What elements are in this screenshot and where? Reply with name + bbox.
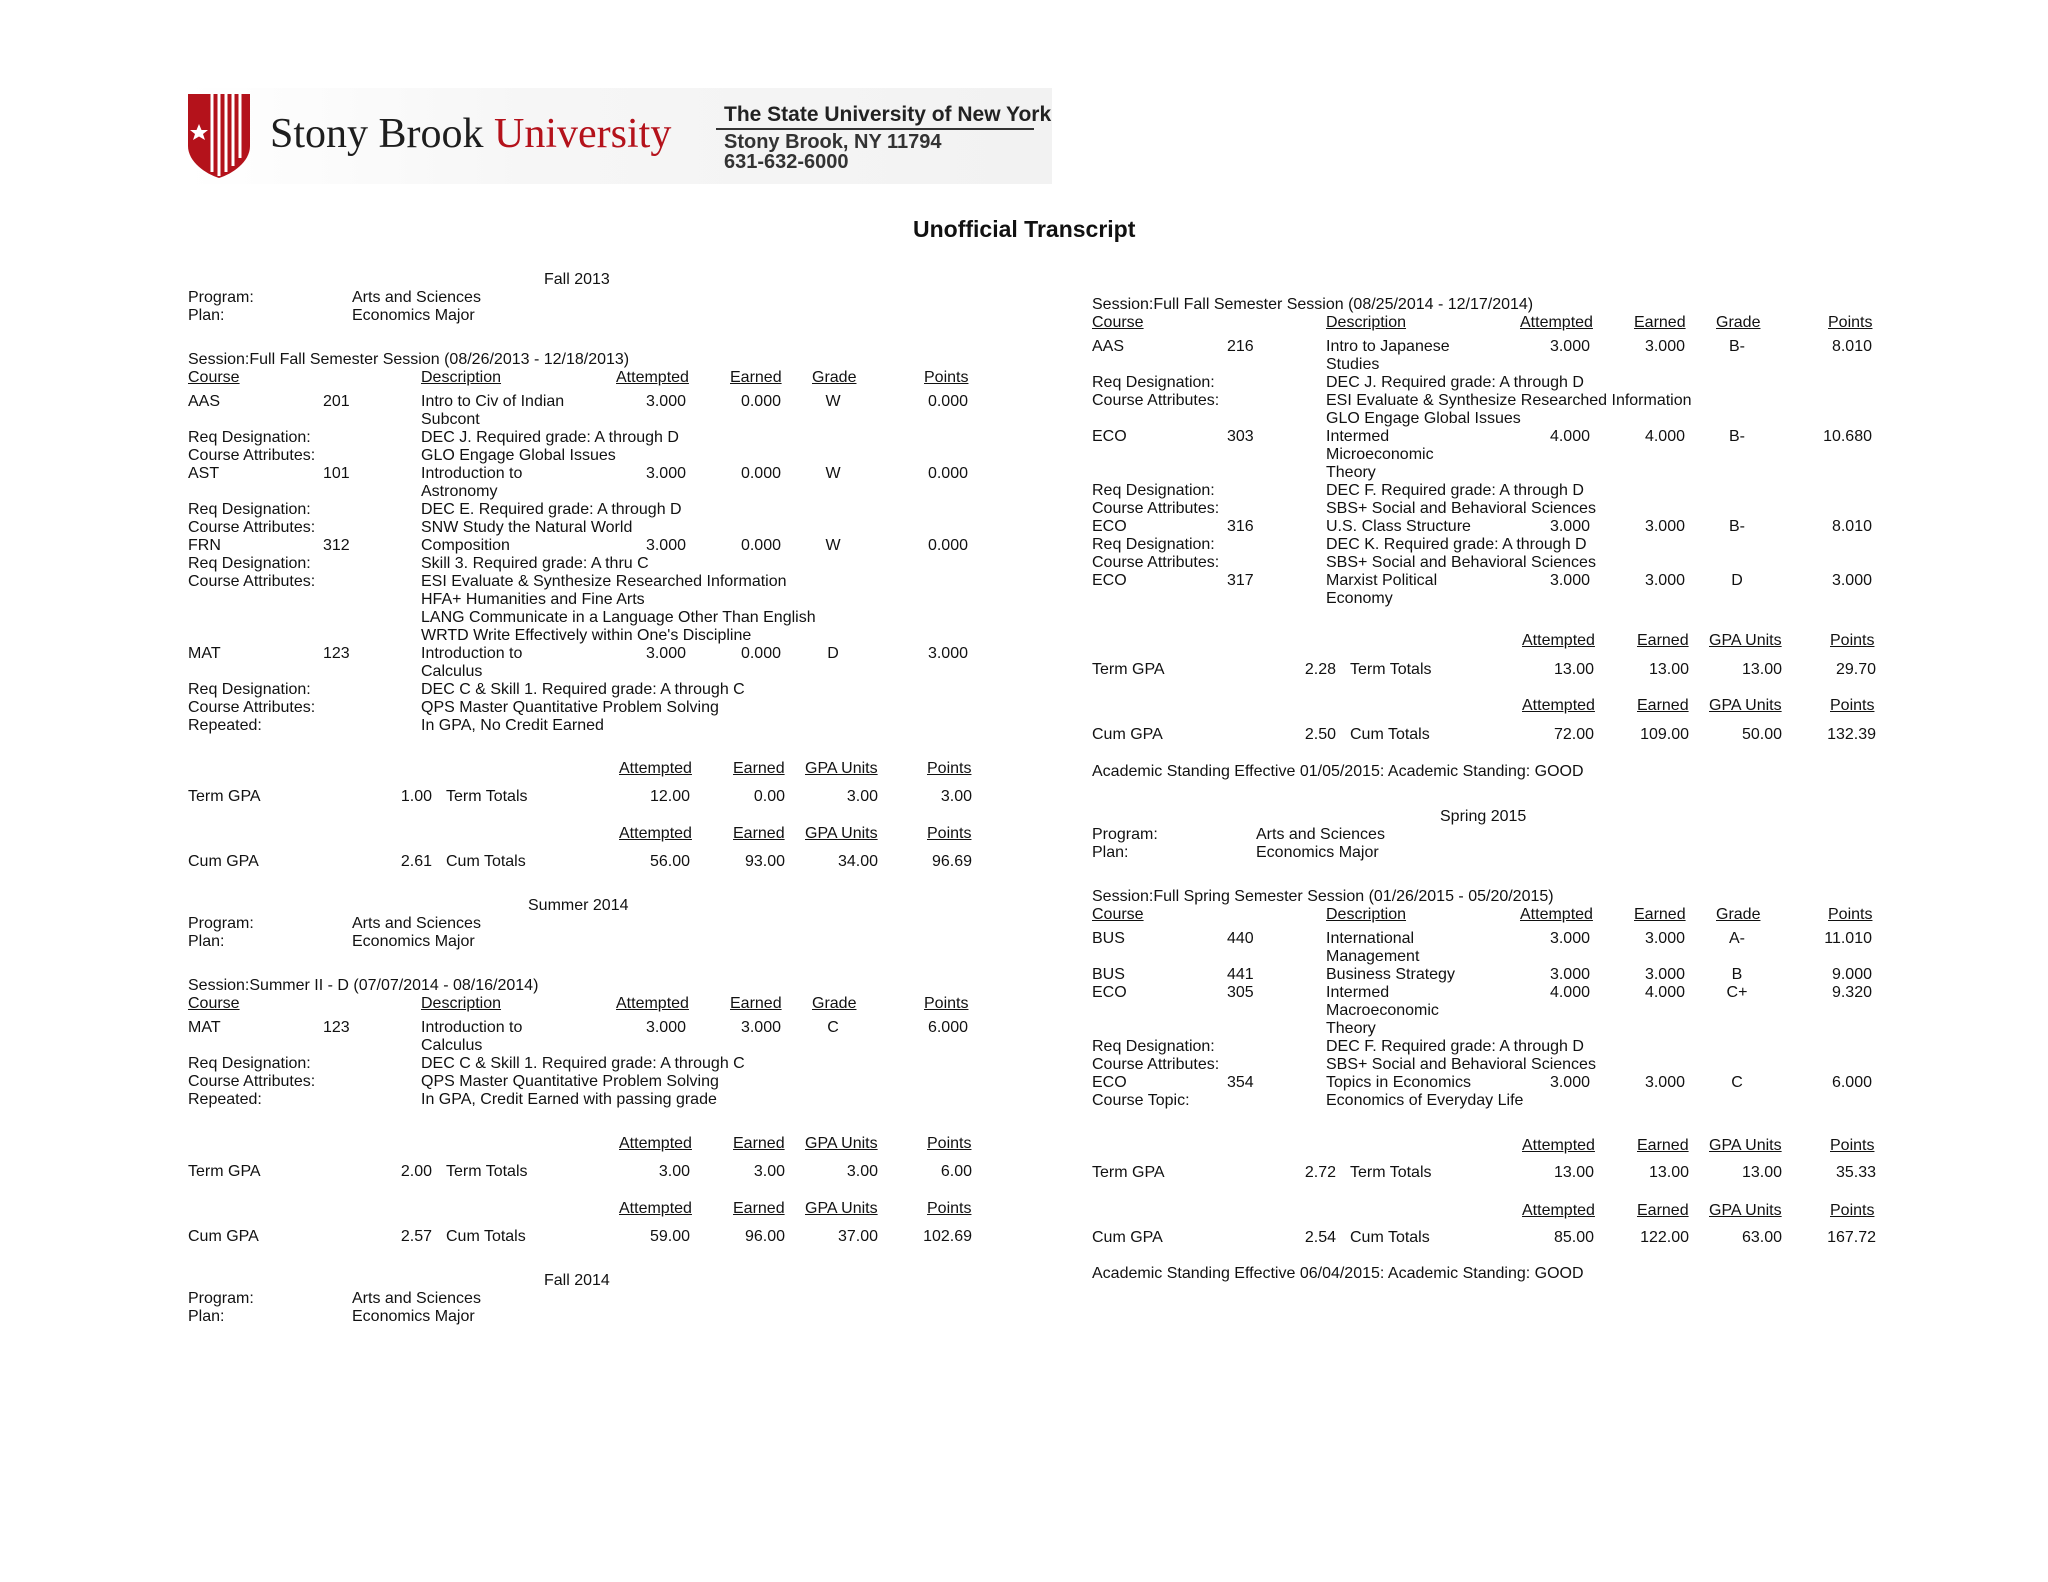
req-designation-label: Req Designation: [188, 429, 311, 446]
course-attempted: 3.000 [1549, 518, 1590, 535]
course-description: Intro to Japanese [1326, 338, 1450, 355]
course-description: U.S. Class Structure [1326, 518, 1471, 535]
course-attempted: 3.000 [1549, 966, 1590, 983]
program-label: Program: [188, 915, 254, 932]
totals-header-earned: Earned [733, 1135, 785, 1152]
course-points: 3.000 [927, 645, 968, 662]
term-gpa-value: 1.00 [400, 788, 432, 805]
col-header-course: Course [1092, 906, 1144, 923]
col-header-description: Description [421, 369, 502, 386]
col-header-course: Course [188, 995, 240, 1012]
cum-earned: 93.00 [744, 853, 785, 870]
phone-number: 631-632-6000 [724, 151, 849, 173]
col-header-attempted: Attempted [616, 995, 689, 1012]
req-designation-label: Req Designation: [1092, 536, 1215, 553]
course-description-cont: Studies [1326, 356, 1380, 373]
state-university-name: The State University of New York [724, 103, 1052, 126]
cum-gpa-units: 34.00 [837, 853, 878, 870]
course-attribute: ESI Evaluate & Synthesize Researched Information [421, 573, 787, 590]
plan-label: Plan: [188, 1308, 225, 1325]
col-header-attempted: Attempted [1520, 314, 1593, 331]
term-gpa-label: Term GPA [1092, 661, 1165, 678]
totals-header-attempted: Attempted [619, 760, 692, 777]
totals-header-attempted: Attempted [619, 1135, 692, 1152]
course-subject: AAS [1092, 338, 1125, 355]
req-designation-value: DEC C & Skill 1. Required grade: A through C [421, 1055, 745, 1072]
cum-points: 102.69 [923, 1228, 972, 1245]
totals-header-points: Points [1830, 1137, 1875, 1154]
course-subject: ECO [1092, 428, 1127, 445]
col-header-grade: Grade [1716, 314, 1761, 331]
course-description-cont: Theory [1326, 1020, 1376, 1037]
cum-totals-label: Cum Totals [1350, 726, 1430, 743]
totals-header-attempted: Attempted [619, 1200, 692, 1217]
totals-header-points: Points [927, 1200, 972, 1217]
totals-header-earned: Earned [733, 760, 785, 777]
course-description: Introduction to [421, 645, 523, 662]
course-earned: 3.000 [1644, 1074, 1685, 1091]
req-designation-value: DEC J. Required grade: A through D [1326, 374, 1584, 391]
logo-text-red: University [494, 111, 672, 157]
totals-header-earned: Earned [1637, 632, 1689, 649]
term-points: 35.33 [1835, 1164, 1876, 1181]
course-number: 123 [323, 1019, 350, 1036]
course-points: 6.000 [1831, 1074, 1872, 1091]
course-number: 317 [1227, 572, 1254, 589]
term-earned: 0.00 [753, 788, 785, 805]
req-designation-label: Req Designation: [1092, 482, 1215, 499]
cum-earned: 109.00 [1640, 726, 1689, 743]
course-description-cont: Calculus [421, 663, 483, 680]
totals-header-earned: Earned [1637, 1137, 1689, 1154]
program-value: Arts and Sciences [352, 915, 481, 932]
course-attribute: GLO Engage Global Issues [421, 447, 616, 464]
term-attempted: 13.00 [1553, 1164, 1594, 1181]
col-header-course: Course [1092, 314, 1144, 331]
course-earned: 3.000 [1644, 930, 1685, 947]
course-earned: 4.000 [1644, 984, 1685, 1001]
course-earned: 3.000 [1644, 338, 1685, 355]
course-grade: D [827, 645, 839, 662]
totals-header-gpa-units: GPA Units [1709, 632, 1782, 649]
col-header-earned: Earned [1634, 906, 1686, 923]
course-grade: C [827, 1019, 839, 1036]
course-number: 312 [323, 537, 350, 554]
req-designation-value: DEC F. Required grade: A through D [1326, 482, 1584, 499]
course-attempted: 3.000 [1549, 338, 1590, 355]
program-label: Program: [1092, 826, 1158, 843]
course-points: 11.010 [1824, 930, 1872, 947]
session-line: Session:Summer II - D (07/07/2014 - 08/16/2014) [188, 977, 539, 994]
course-earned: 0.000 [740, 537, 781, 554]
course-description: Intermed [1326, 984, 1390, 1001]
req-designation-label: Req Designation: [188, 501, 311, 518]
cum-gpa-value: 2.61 [400, 853, 432, 870]
course-attributes-label: Course Attributes: [188, 573, 316, 590]
cum-attempted: 72.00 [1553, 726, 1594, 743]
course-attribute: LANG Communicate in a Language Other Than English [421, 609, 816, 626]
totals-header-earned: Earned [1637, 1202, 1689, 1219]
term-gpa-label: Term GPA [188, 788, 261, 805]
course-attributes-label: Course Attributes: [1092, 500, 1220, 517]
course-attribute: SNW Study the Natural World [421, 519, 633, 536]
course-points: 9.000 [1831, 966, 1872, 983]
course-attribute: GLO Engage Global Issues [1326, 410, 1521, 427]
course-earned: 3.000 [1644, 518, 1685, 535]
program-value: Arts and Sciences [1256, 826, 1385, 843]
totals-header-attempted: Attempted [1522, 697, 1595, 714]
course-description: Topics in Economics [1326, 1074, 1471, 1091]
course-description: Marxist Political [1326, 572, 1438, 589]
university-shield-icon [186, 92, 252, 180]
course-points: 0.000 [927, 537, 968, 554]
cum-gpa-label: Cum GPA [188, 853, 259, 870]
course-grade: W [825, 393, 841, 410]
course-attribute: ESI Evaluate & Synthesize Researched Information [1326, 392, 1692, 409]
logo-text-black: Stony Brook [270, 111, 484, 157]
req-designation-value: DEC K. Required grade: A through D [1326, 536, 1587, 553]
cum-gpa-label: Cum GPA [1092, 726, 1163, 743]
term-attempted: 12.00 [649, 788, 690, 805]
cum-totals-label: Cum Totals [446, 1228, 526, 1245]
col-header-grade: Grade [1716, 906, 1761, 923]
col-header-description: Description [421, 995, 502, 1012]
totals-header-points: Points [1830, 1202, 1875, 1219]
term-points: 3.00 [940, 788, 972, 805]
course-grade: B- [1729, 338, 1745, 355]
course-number: 201 [323, 393, 350, 410]
course-subject: ECO [1092, 572, 1127, 589]
req-designation-label: Req Designation: [1092, 1038, 1215, 1055]
course-points: 9.320 [1831, 984, 1872, 1001]
cum-attempted: 56.00 [649, 853, 690, 870]
course-attempted: 3.000 [1549, 930, 1590, 947]
term-heading: Spring 2015 [1440, 808, 1527, 825]
cum-attempted: 59.00 [649, 1228, 690, 1245]
totals-header-attempted: Attempted [1522, 632, 1595, 649]
course-topic-value: Economics of Everyday Life [1326, 1092, 1524, 1109]
term-earned: 13.00 [1648, 1164, 1689, 1181]
address-line: Stony Brook, NY 11794 [724, 131, 942, 153]
course-description: Introduction to [421, 1019, 523, 1036]
cum-gpa-value: 2.50 [1304, 726, 1336, 743]
totals-header-points: Points [1830, 632, 1875, 649]
req-designation-label: Req Designation: [1092, 374, 1215, 391]
term-totals-label: Term Totals [1350, 1164, 1432, 1181]
totals-header-attempted: Attempted [1522, 1202, 1595, 1219]
totals-header-points: Points [927, 1135, 972, 1152]
totals-header-gpa-units: GPA Units [805, 1135, 878, 1152]
program-label: Program: [188, 289, 254, 306]
term-gpa-value: 2.00 [400, 1163, 432, 1180]
course-subject: ECO [1092, 1074, 1127, 1091]
course-topic-label: Course Topic: [1092, 1092, 1190, 1109]
course-subject: ECO [1092, 984, 1127, 1001]
course-subject: BUS [1092, 966, 1125, 983]
course-description-cont: Astronomy [421, 483, 498, 500]
course-subject: AAS [188, 393, 221, 410]
plan-value: Economics Major [1256, 844, 1379, 861]
academic-standing: Academic Standing Effective 01/05/2015: Academic Standing: GOOD [1092, 763, 1584, 780]
course-subject: AST [188, 465, 220, 482]
course-description: Intro to Civ of Indian [421, 393, 565, 410]
course-grade: D [1731, 572, 1743, 589]
term-points: 6.00 [940, 1163, 972, 1180]
req-designation-label: Req Designation: [188, 555, 311, 572]
course-attributes-label: Course Attributes: [1092, 392, 1220, 409]
totals-header-earned: Earned [733, 1200, 785, 1217]
course-grade: C [1731, 1074, 1743, 1091]
course-description-cont: Calculus [421, 1037, 483, 1054]
term-gpa-units: 3.00 [846, 1163, 878, 1180]
term-gpa-units: 13.00 [1741, 661, 1782, 678]
cum-gpa-units: 50.00 [1741, 726, 1782, 743]
term-gpa-label: Term GPA [188, 1163, 261, 1180]
course-attributes-label: Course Attributes: [188, 519, 316, 536]
university-logo-wordmark [270, 110, 671, 158]
repeated-label: Repeated: [188, 1091, 262, 1108]
totals-header-points: Points [1830, 697, 1875, 714]
course-subject: ECO [1092, 518, 1127, 535]
course-points: 3.000 [1831, 572, 1872, 589]
course-earned: 3.000 [1644, 966, 1685, 983]
repeated-value: In GPA, Credit Earned with passing grade [421, 1091, 717, 1108]
term-totals-label: Term Totals [446, 1163, 528, 1180]
course-description: Business Strategy [1326, 966, 1455, 983]
term-earned: 3.00 [753, 1163, 785, 1180]
course-points: 10.680 [1823, 428, 1872, 445]
course-points: 6.000 [927, 1019, 968, 1036]
req-designation-value: DEC J. Required grade: A through D [421, 429, 679, 446]
course-description: Intermed [1326, 428, 1390, 445]
cum-attempted: 85.00 [1553, 1229, 1594, 1246]
course-attributes-label: Course Attributes: [1092, 1056, 1220, 1073]
course-subject: MAT [188, 1019, 221, 1036]
course-grade: W [825, 537, 841, 554]
program-value: Arts and Sciences [352, 289, 481, 306]
course-number: 123 [323, 645, 350, 662]
col-header-earned: Earned [730, 369, 782, 386]
course-attempted: 3.000 [645, 645, 686, 662]
course-grade: A- [1729, 930, 1745, 947]
course-description-cont: Economy [1326, 590, 1393, 607]
course-grade: B- [1729, 518, 1745, 535]
cum-gpa-value: 2.54 [1304, 1229, 1336, 1246]
totals-header-gpa-units: GPA Units [1709, 1202, 1782, 1219]
col-header-description: Description [1326, 906, 1407, 923]
course-attributes-label: Course Attributes: [188, 699, 316, 716]
course-number: 216 [1227, 338, 1254, 355]
cum-gpa-units: 37.00 [837, 1228, 878, 1245]
course-attempted: 3.000 [645, 393, 686, 410]
course-attempted: 3.000 [645, 1019, 686, 1036]
totals-header-gpa-units: GPA Units [805, 825, 878, 842]
term-heading: Fall 2013 [544, 271, 610, 288]
cum-points: 167.72 [1827, 1229, 1876, 1246]
course-attribute: QPS Master Quantitative Problem Solving [421, 699, 719, 716]
col-header-course: Course [188, 369, 240, 386]
totals-header-points: Points [927, 825, 972, 842]
course-earned: 4.000 [1644, 428, 1685, 445]
term-gpa-label: Term GPA [1092, 1164, 1165, 1181]
course-earned: 3.000 [1644, 572, 1685, 589]
term-heading: Summer 2014 [528, 897, 629, 914]
col-header-grade: Grade [812, 369, 857, 386]
repeated-value: In GPA, No Credit Earned [421, 717, 604, 734]
course-description: Composition [421, 537, 510, 554]
repeated-label: Repeated: [188, 717, 262, 734]
col-header-points: Points [924, 995, 969, 1012]
cum-gpa-label: Cum GPA [188, 1228, 259, 1245]
course-grade: B- [1729, 428, 1745, 445]
totals-header-earned: Earned [733, 825, 785, 842]
col-header-attempted: Attempted [616, 369, 689, 386]
course-points: 0.000 [927, 393, 968, 410]
req-designation-value: Skill 3. Required grade: A thru C [421, 555, 649, 572]
course-subject: BUS [1092, 930, 1125, 947]
course-subject: FRN [188, 537, 221, 554]
cum-earned: 96.00 [744, 1228, 785, 1245]
cum-earned: 122.00 [1640, 1229, 1689, 1246]
course-earned: 0.000 [740, 645, 781, 662]
term-earned: 13.00 [1648, 661, 1689, 678]
course-earned: 3.000 [740, 1019, 781, 1036]
plan-value: Economics Major [352, 933, 475, 950]
course-attribute: SBS+ Social and Behavioral Sciences [1326, 500, 1596, 517]
course-description-cont: Microeconomic [1326, 446, 1434, 463]
totals-header-attempted: Attempted [1522, 1137, 1595, 1154]
course-earned: 0.000 [740, 465, 781, 482]
term-gpa-value: 2.72 [1304, 1164, 1336, 1181]
plan-value: Economics Major [352, 307, 475, 324]
course-number: 354 [1227, 1074, 1254, 1091]
course-attempted: 3.000 [1549, 572, 1590, 589]
course-attribute: HFA+ Humanities and Fine Arts [421, 591, 645, 608]
plan-label: Plan: [1092, 844, 1129, 861]
course-number: 440 [1227, 930, 1254, 947]
term-attempted: 3.00 [658, 1163, 690, 1180]
term-gpa-value: 2.28 [1304, 661, 1336, 678]
totals-header-gpa-units: GPA Units [1709, 697, 1782, 714]
course-description: International [1326, 930, 1415, 947]
col-header-points: Points [924, 369, 969, 386]
term-totals-label: Term Totals [446, 788, 528, 805]
session-line: Session:Full Fall Semester Session (08/26/2013 - 12/18/2013) [188, 351, 630, 368]
req-designation-value: DEC F. Required grade: A through D [1326, 1038, 1584, 1055]
academic-standing: Academic Standing Effective 06/04/2015: Academic Standing: GOOD [1092, 1265, 1584, 1282]
course-attributes-label: Course Attributes: [188, 447, 316, 464]
term-gpa-units: 13.00 [1741, 1164, 1782, 1181]
term-attempted: 13.00 [1553, 661, 1594, 678]
course-description-cont: Theory [1326, 464, 1376, 481]
course-attribute: WRTD Write Effectively within One's Discipline [421, 627, 752, 644]
session-line: Session:Full Fall Semester Session (08/25/2014 - 12/17/2014) [1092, 296, 1534, 313]
req-designation-label: Req Designation: [188, 1055, 311, 1072]
header-divider [716, 128, 1034, 130]
session-line: Session:Full Spring Semester Session (01/26/2015 - 05/20/2015) [1092, 888, 1554, 905]
cum-gpa-label: Cum GPA [1092, 1229, 1163, 1246]
course-description-cont: Subcont [421, 411, 480, 428]
plan-label: Plan: [188, 307, 225, 324]
course-subject: MAT [188, 645, 221, 662]
course-attribute: SBS+ Social and Behavioral Sciences [1326, 1056, 1596, 1073]
course-grade: W [825, 465, 841, 482]
totals-header-points: Points [927, 760, 972, 777]
totals-header-attempted: Attempted [619, 825, 692, 842]
course-description-cont: Management [1326, 948, 1420, 965]
plan-label: Plan: [188, 933, 225, 950]
req-designation-value: DEC E. Required grade: A through D [421, 501, 682, 518]
course-number: 316 [1227, 518, 1254, 535]
course-points: 8.010 [1831, 338, 1872, 355]
course-description: Introduction to [421, 465, 523, 482]
course-attempted: 4.000 [1549, 984, 1590, 1001]
document-title: Unofficial Transcript [913, 216, 1136, 242]
course-attributes-label: Course Attributes: [1092, 554, 1220, 571]
col-header-points: Points [1828, 314, 1873, 331]
term-points: 29.70 [1835, 661, 1876, 678]
course-attempted: 3.000 [645, 465, 686, 482]
course-description-cont: Macroeconomic [1326, 1002, 1439, 1019]
course-attempted: 3.000 [645, 537, 686, 554]
col-header-points: Points [1828, 906, 1873, 923]
cum-points: 132.39 [1827, 726, 1876, 743]
course-attribute: SBS+ Social and Behavioral Sciences [1326, 554, 1596, 571]
cum-points: 96.69 [931, 853, 972, 870]
term-totals-label: Term Totals [1350, 661, 1432, 678]
course-attempted: 4.000 [1549, 428, 1590, 445]
course-earned: 0.000 [740, 393, 781, 410]
cum-gpa-units: 63.00 [1741, 1229, 1782, 1246]
course-number: 101 [323, 465, 350, 482]
course-points: 0.000 [927, 465, 968, 482]
cum-gpa-value: 2.57 [400, 1228, 432, 1245]
cum-totals-label: Cum Totals [1350, 1229, 1430, 1246]
course-points: 8.010 [1831, 518, 1872, 535]
course-grade: B [1731, 966, 1743, 983]
term-gpa-units: 3.00 [846, 788, 878, 805]
cum-totals-label: Cum Totals [446, 853, 526, 870]
course-number: 441 [1227, 966, 1254, 983]
col-header-description: Description [1326, 314, 1407, 331]
course-attribute: QPS Master Quantitative Problem Solving [421, 1073, 719, 1090]
term-heading: Fall 2014 [544, 1272, 610, 1289]
course-attributes-label: Course Attributes: [188, 1073, 316, 1090]
totals-header-gpa-units: GPA Units [805, 1200, 878, 1217]
course-number: 305 [1227, 984, 1254, 1001]
col-header-grade: Grade [812, 995, 857, 1012]
program-label: Program: [188, 1290, 254, 1307]
program-value: Arts and Sciences [352, 1290, 481, 1307]
totals-header-gpa-units: GPA Units [1709, 1137, 1782, 1154]
col-header-earned: Earned [730, 995, 782, 1012]
totals-header-gpa-units: GPA Units [805, 760, 878, 777]
course-attempted: 3.000 [1549, 1074, 1590, 1091]
totals-header-earned: Earned [1637, 697, 1689, 714]
col-header-attempted: Attempted [1520, 906, 1593, 923]
col-header-earned: Earned [1634, 314, 1686, 331]
plan-value: Economics Major [352, 1308, 475, 1325]
req-designation-label: Req Designation: [188, 681, 311, 698]
course-number: 303 [1227, 428, 1254, 445]
req-designation-value: DEC C & Skill 1. Required grade: A through C [421, 681, 745, 698]
course-grade: C+ [1726, 984, 1748, 1001]
